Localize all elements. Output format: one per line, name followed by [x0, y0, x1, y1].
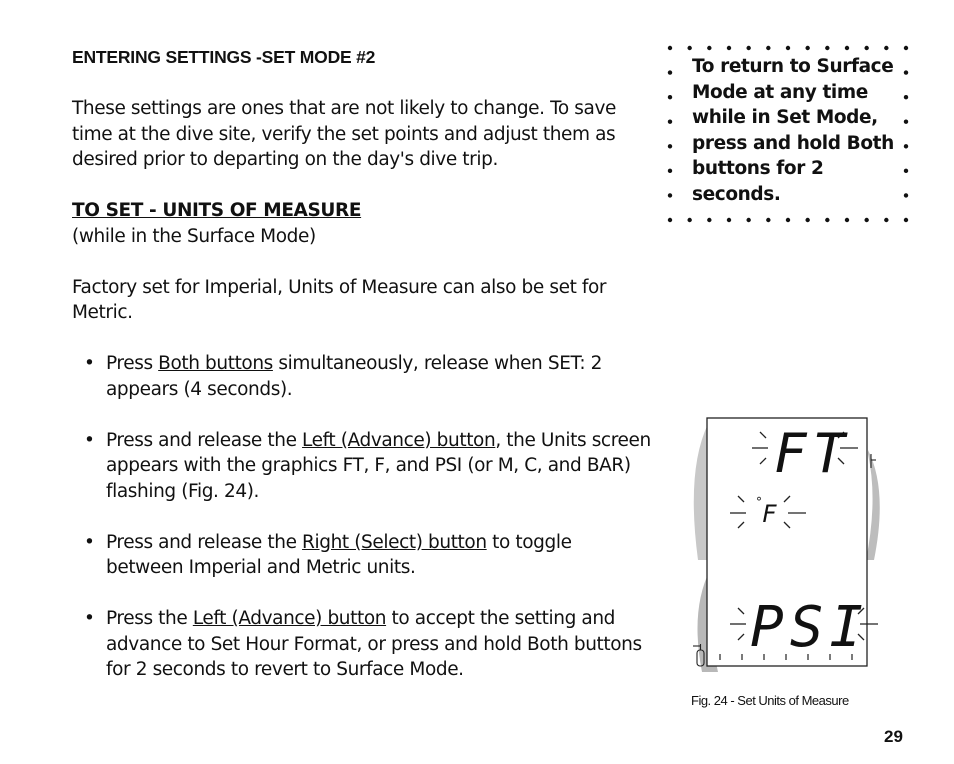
bullet-icon: • — [84, 353, 95, 374]
border-dot — [727, 46, 731, 50]
instruction-post: , the Units screen appears with the graphics FT, F, and PSI (or M, C, and BAR) flashing (Fig. 24). — [106, 429, 651, 502]
page-number: 29 — [884, 727, 903, 746]
instruction-post: to toggle between Imperial and Metric units. — [106, 531, 572, 578]
note-text: To return to Surface Mode at any time while in Set Mode, press and hold Both buttons for 2 seconds. — [692, 56, 894, 205]
border-dot — [904, 120, 908, 124]
section-subtitle: (while in the Surface Mode) — [72, 225, 316, 247]
border-dot — [904, 193, 908, 197]
lcd-bottom-text: PSI — [750, 595, 870, 660]
lcd-display-illustration — [688, 410, 888, 678]
border-dot — [884, 46, 888, 50]
border-dot — [766, 46, 770, 50]
figure-caption: Fig. 24 - Set Units of Measure — [691, 693, 849, 708]
instruction-list — [72, 351, 652, 683]
border-dot — [746, 46, 750, 50]
bullet-icon: • — [84, 608, 95, 629]
border-dot — [825, 218, 829, 222]
instruction-pre: Press the — [106, 608, 193, 629]
intro-paragraph: These settings are ones that are not likely to change. To save time at the dive site, verify the set points and adjust them as desired prior to departing on the day's dive trip. — [72, 98, 616, 170]
border-dot — [786, 46, 790, 50]
border-dot — [668, 193, 672, 197]
border-dot — [746, 218, 750, 222]
instruction-button-ref: Left (Advance) button — [192, 608, 387, 629]
border-dot — [786, 218, 790, 222]
border-dot — [845, 218, 849, 222]
border-dot — [904, 218, 908, 222]
border-dot — [805, 46, 809, 50]
border-dot — [864, 46, 868, 50]
border-dot — [668, 120, 672, 124]
main-text — [72, 96, 652, 708]
lcd-figure — [688, 410, 888, 678]
border-dot — [668, 218, 672, 222]
border-dot — [668, 144, 672, 148]
border-dot — [668, 70, 672, 74]
border-dot — [727, 218, 731, 222]
instruction-item — [72, 606, 652, 683]
instruction-item — [72, 351, 652, 402]
border-dot — [668, 169, 672, 173]
lcd-top-text: FT — [774, 422, 852, 485]
border-dot — [687, 218, 691, 222]
instruction-button-ref: Right (Select) button — [302, 531, 487, 553]
border-dot — [884, 218, 888, 222]
instruction-button-ref: Left (Advance) button — [302, 429, 496, 451]
border-dot — [766, 218, 770, 222]
border-dot — [904, 144, 908, 148]
instruction-pre: Press and release the — [106, 429, 303, 451]
lcd-temp-unit: F — [762, 500, 777, 528]
factory-note: Factory set for Imperial, Units of Measure can also be set for Metric. — [72, 276, 607, 323]
instruction-button-ref: Both buttons — [158, 353, 273, 374]
border-dot — [825, 46, 829, 50]
border-dot — [707, 218, 711, 222]
instruction-pre: Press and release the — [106, 531, 303, 553]
border-dot — [904, 169, 908, 173]
instruction-item — [72, 428, 652, 505]
instruction-post: simultaneously, release when SET: 2 appears (4 seconds). — [106, 353, 603, 400]
border-dot — [687, 46, 691, 50]
page-heading: ENTERING SETTINGS -SET MODE #2 — [72, 47, 376, 67]
bullet-icon: • — [84, 531, 95, 553]
border-dot — [904, 46, 908, 50]
border-dot — [707, 46, 711, 50]
bullet-icon: • — [84, 429, 95, 451]
border-dot — [805, 218, 809, 222]
degree-symbol: ° — [756, 495, 762, 509]
instruction-pre: Press — [106, 353, 159, 374]
instruction-item — [72, 530, 652, 581]
instruction-post: to accept the setting and advance to Set Hour Format, or press and hold Both buttons for 2 seconds to revert to Surface Mode. — [106, 608, 642, 680]
right-shade — [866, 450, 880, 560]
border-dot — [904, 95, 908, 99]
border-dot — [845, 46, 849, 50]
border-dot — [904, 70, 908, 74]
border-dot — [864, 218, 868, 222]
border-dot — [668, 46, 672, 50]
border-dot — [668, 95, 672, 99]
section-title: TO SET - UNITS OF MEASURE — [72, 200, 362, 221]
note-callout — [666, 44, 910, 224]
